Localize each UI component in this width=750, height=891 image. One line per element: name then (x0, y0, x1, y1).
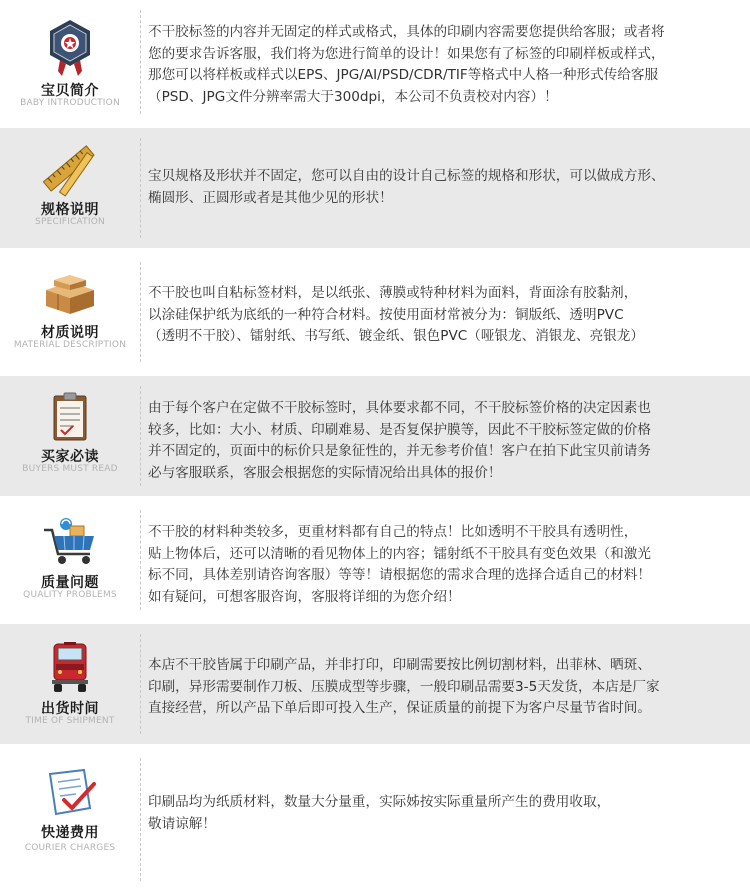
body-line: 您的要求告诉客服，我们将为您进行简单的设计！如果您有了标签的印刷样板或样式， (148, 45, 665, 62)
section-subtitle: TIME OF SHIPMENT (25, 716, 115, 726)
body-line: 不干胶也叫自粘标签材料，是以纸张、薄膜或特种材料为面料，背面涂有胶黏剂， (148, 285, 638, 301)
body-line: 如有疑问，可想客服咨询，客服将详细的为您介绍！ (148, 588, 461, 605)
section-title: 质量问题 (41, 575, 99, 591)
body-line: 印刷，异形需要制作刀板、压膜成型等步骤，一般印刷品需要3-5天发货，本店是厂家 (148, 678, 660, 695)
body-line: 贴上物体后，还可以清晰的看见物体上的内容；镭射纸不干胶具有变色效果（和激光 (148, 545, 651, 562)
section-title: 快递费用 (41, 825, 99, 841)
body-line: 敬请谅解！ (148, 815, 216, 832)
body-line: 必与客服联系，客服会根据您的实际情况给出具体的报价！ (148, 464, 502, 481)
delivery-truck-icon (40, 638, 100, 698)
section-courier-charges (0, 748, 750, 891)
body-line: 椭圆形、正圆形或者是其他少见的形状！ (148, 189, 393, 206)
ruler-icon (40, 140, 100, 200)
dashed-divider (140, 262, 141, 362)
section-title: 规格说明 (41, 202, 99, 218)
section-subtitle: BABY INTRODUCTION (20, 98, 120, 108)
section-time-of-shipment (0, 624, 750, 744)
section-title: 材质说明 (41, 325, 99, 341)
section-specification (0, 128, 750, 248)
clipboard-icon (40, 388, 100, 448)
body-line: 较多，比如：大小、材质、印刷难易、是否复保护膜等，因此不干胶标签定做的价格 (148, 421, 651, 438)
section-body (148, 22, 738, 108)
shopping-cart-icon (40, 514, 100, 574)
section-subtitle: BUYERS MUST READ (22, 464, 118, 474)
body-line: 以涂硅保护纸为底纸的一种符合材料。按使用面材常被分为：铜版纸、透明PVC (148, 306, 624, 323)
section-body (148, 166, 738, 209)
section-subtitle: SPECIFICATION (35, 217, 105, 227)
section-header (0, 624, 140, 744)
dashed-divider (140, 758, 141, 881)
section-body (148, 398, 738, 484)
section-subtitle: QUALITY PROBLEMS (23, 590, 117, 600)
box-stack-icon (40, 266, 100, 326)
section-subtitle: COURIER CHARGES (24, 843, 116, 853)
body-line: 那您可以将样板或样式以EPS、JPG/AI/PSD/CDR/TIF等格式中人格一种形式传给客服 (148, 67, 659, 83)
body-line: 宝贝规格及形状并不固定，您可以自由的设计自己标签的规格和形状，可以做成方形、 (148, 168, 665, 184)
body-line: 标不同，具体差别请咨询客服）等等！请根据您的需求合理的选择合适自己的材料！ (148, 567, 651, 583)
section-title: 买家必读 (41, 449, 99, 465)
dashed-divider (140, 634, 141, 734)
section-body (148, 522, 738, 608)
body-line: 直接经营，所以产品下单后即可投入生产，保证质量的前提下为客户尽量节省时间。 (148, 700, 651, 716)
section-header (0, 128, 140, 248)
dashed-divider (140, 138, 141, 238)
section-buyers-must-read (0, 376, 750, 496)
section-subtitle: MATERIAL DESCRIPTION (13, 340, 127, 350)
dashed-divider (140, 510, 141, 610)
section-header (0, 0, 140, 124)
body-line: （透明不干胶）、镭射纸、书写纸、镀金纸、银色PVC（哑银龙、消银龙、亮银龙） (148, 328, 644, 344)
dashed-divider (140, 10, 141, 114)
checklist-icon (40, 762, 100, 822)
section-header (0, 748, 140, 891)
body-line: 并不固定的，页面中的标价只是象征性的，并无参考价值！客户在拍下此宝贝前请务 (148, 443, 651, 459)
body-line: （PSD、JPG文件分辨率需大于300dpi，本公司不负责校对内容）！ (148, 88, 558, 105)
section-title: 宝贝简介 (41, 83, 99, 99)
section-header (0, 252, 140, 372)
body-line: 不干胶标签的内容并无固定的样式或格式，具体的印刷内容需要您提供给客服；或者将 (148, 24, 665, 40)
section-header (0, 500, 140, 620)
section-material-description (0, 252, 750, 372)
section-body (148, 655, 738, 720)
body-line: 由于每个客户在定做不干胶标签时，具体要求都不同，不干胶标签价格的决定因素也 (148, 400, 651, 416)
body-line: 本店不干胶皆属于印刷产品，并非打印，印刷需要按比例切割材料，出菲林、晒斑、 (148, 657, 651, 673)
section-baby-introduction (0, 0, 750, 124)
medal-badge-icon (40, 18, 100, 78)
section-body (148, 792, 738, 835)
section-title: 出货时间 (41, 701, 99, 717)
body-line: 印刷品均为纸质材料，数量大分量重，实际姊按实际重量所产生的费用收取， (148, 794, 611, 810)
section-header (0, 376, 140, 496)
section-quality-problems (0, 500, 750, 620)
dashed-divider (140, 386, 141, 486)
body-line: 不干胶的材料种类较多，更重材料都有自己的特点！比如透明不干胶具有透明性， (148, 524, 638, 540)
section-body (148, 283, 738, 348)
